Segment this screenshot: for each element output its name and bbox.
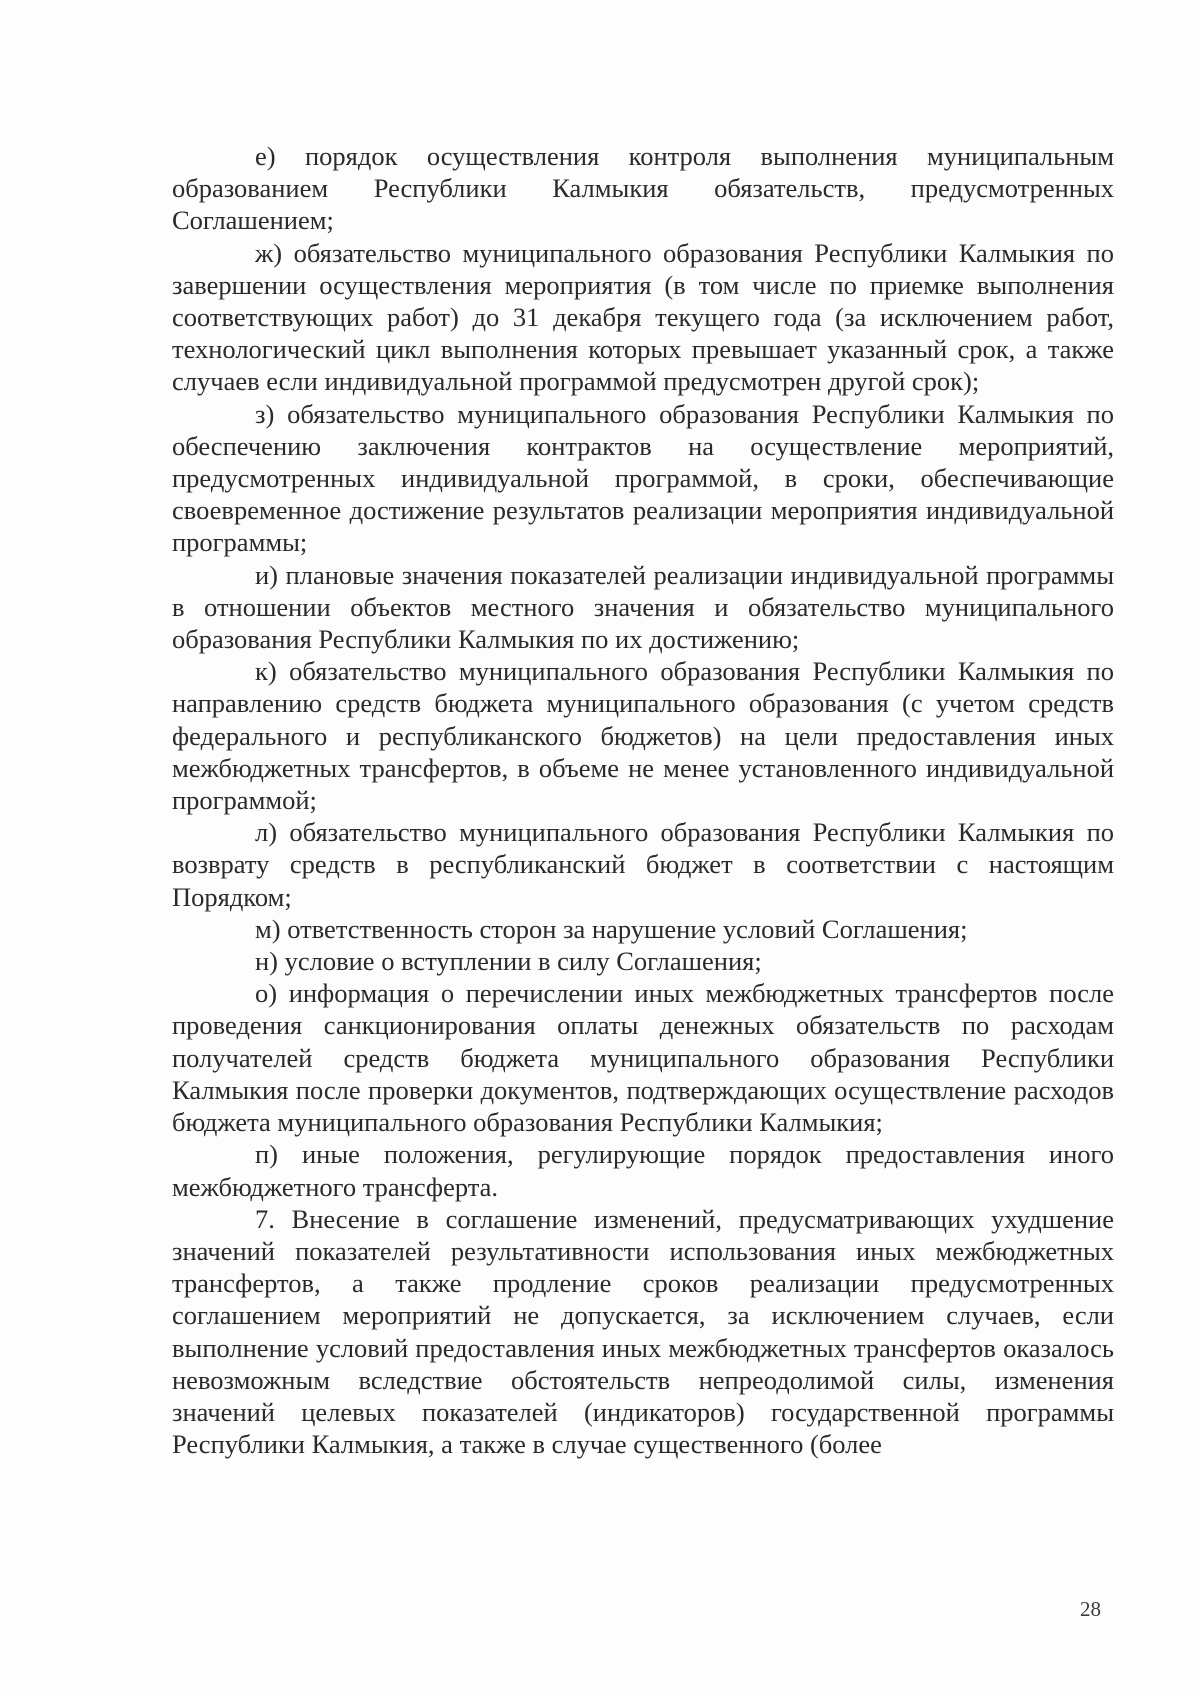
- paragraph-z: з) обязательство муниципального образования Республики Калмыкия по обеспечению заключения контрактов на осуществление мероприятий, предусмотренных индивидуальной программой, в сроки, обеспечивающие своевременное достижение результатов реализации мероприятия индивидуальной программы;: [172, 398, 1114, 558]
- paragraph-n: н) условие о вступлении в силу Соглашения;: [255, 946, 762, 977]
- document-body: [172, 140, 1114, 1460]
- paragraph-zh: ж) обязательство муниципального образования Республики Калмыкия по завершении осуществления мероприятия (в том числе по приемке выполнения соответствующих работ) до 31 декабря текущего года (за исключением работ, технологический цикл выполнения которых превышает указанный срок, а также случаев если индивидуальной программой предусмотрен другой срок);: [172, 237, 1114, 397]
- paragraph-7: 7. Внесение в соглашение изменений, предусматривающих ухудшение значений показателей результативности использования иных межбюджетных трансфертов, а также продление сроков реализации предусмотренных соглашением мероприятий не допускается, за исключением случаев, если выполнение условий предоставления иных межбюджетных трансфертов оказалось невозможным вследствие обстоятельств непреодолимой силы, изменения значений целевых показателей (индикаторов) государственной программы Республики Калмыкия, а также в случае существенного (более: [172, 1203, 1114, 1460]
- paragraph-m: м) ответственность сторон за нарушение условий Соглашения;: [255, 913, 968, 944]
- paragraph-e: е) порядок осуществления контроля выполнения муниципальным образованием Республики Калмыкия обязательств, предусмотренных Соглашением;: [172, 141, 1114, 236]
- paragraph-p: п) иные положения, регулирующие порядок предоставления иного межбюджетного трансферта.: [172, 1139, 1114, 1202]
- paragraph-k: к) обязательство муниципального образования Республики Калмыкия по направлению средств бюджета муниципального образования (с учетом средств федерального и республиканского бюджетов) на цели предоставления иных межбюджетных трансфертов, в объеме не менее установленного индивидуальной программой;: [172, 656, 1114, 816]
- paragraph-o: о) информация о перечислении иных межбюджетных трансфертов после проведения санкционирования оплаты денежных обязательств по расходам получателей средств бюджета муниципального образования Республики Калмыкия после проверки документов, подтверждающих осуществление расходов бюджета муниципального образования Республики Калмыкия;: [172, 978, 1114, 1138]
- page-number: 28: [1080, 1597, 1101, 1621]
- paragraph-i: и) плановые значения показателей реализации индивидуальной программы в отношении объектов местного значения и обязательство муниципального образования Республики Калмыкия по их достижению;: [172, 559, 1114, 655]
- paragraph-l: л) обязательство муниципального образования Республики Калмыкия по возврату средств в республиканский бюджет в соответствии с настоящим Порядком;: [172, 817, 1114, 912]
